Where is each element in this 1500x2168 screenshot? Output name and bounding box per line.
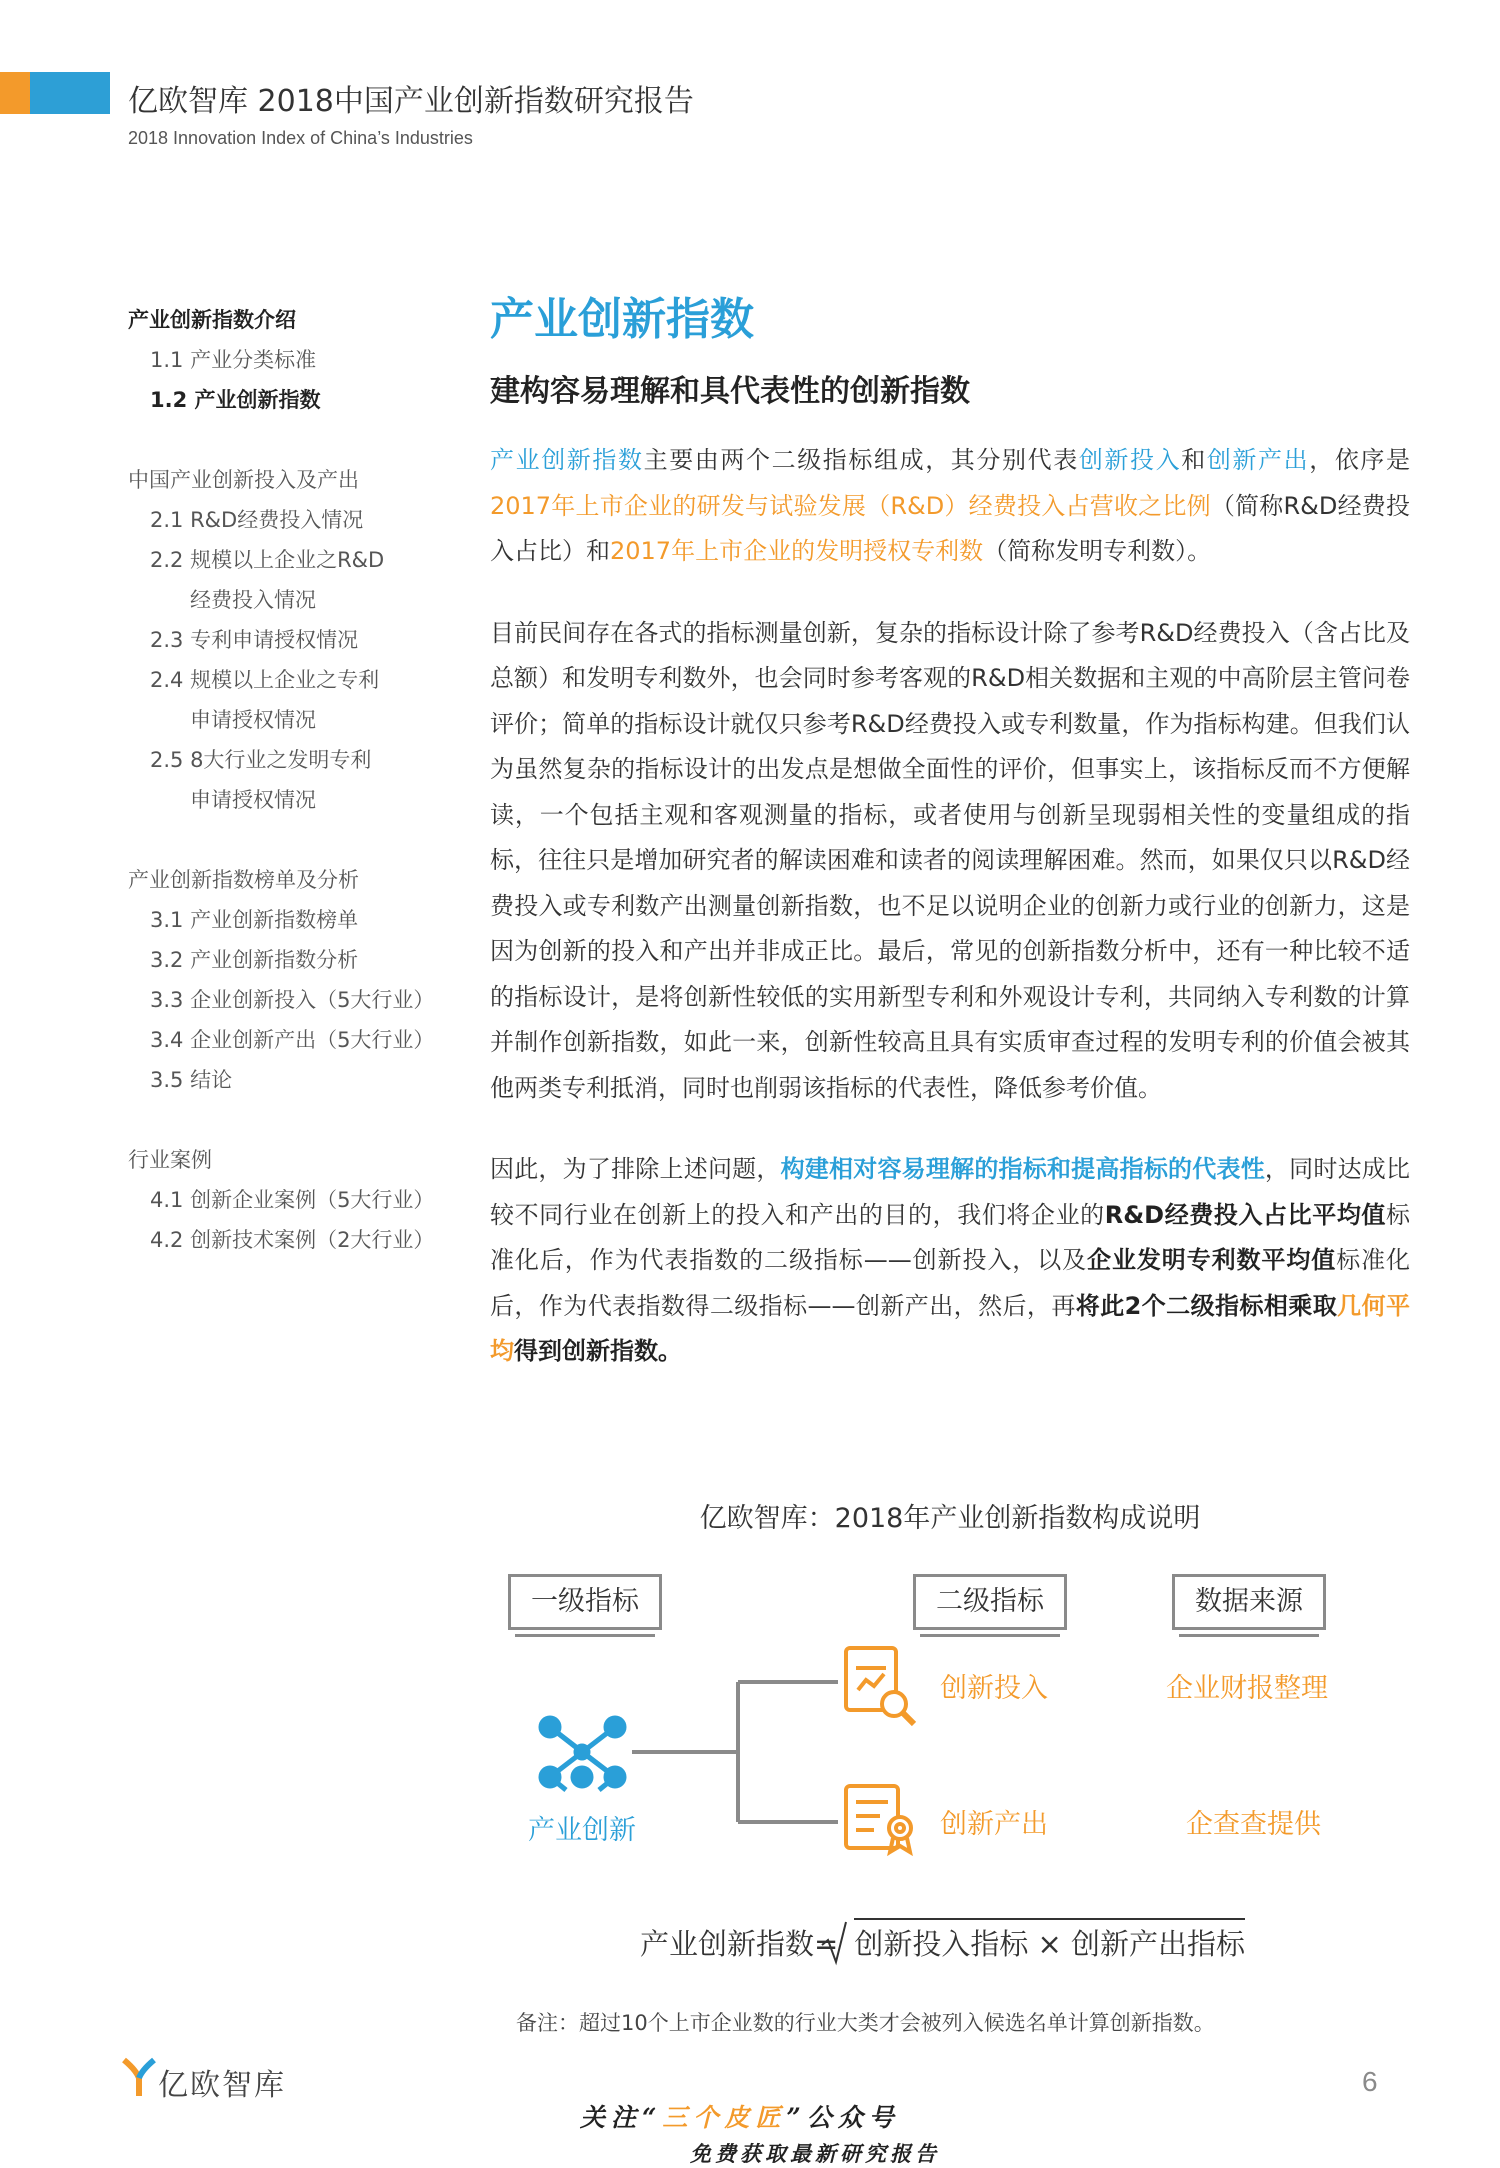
toc-item[interactable]: 4.2 创新技术案例（2大行业） — [150, 1228, 435, 1252]
source-financial-reports: 企业财报整理 — [1166, 1673, 1328, 1704]
toc-item[interactable]: 2.5 8大行业之发明专利 — [150, 748, 372, 772]
toc-item[interactable]: 3.5 结论 — [150, 1068, 233, 1092]
bold-term: 得到创新指数。 — [514, 1337, 682, 1365]
report-subtitle: 2018 Innovation Index of China’s Industries — [128, 128, 473, 148]
toc-item[interactable]: 3.1 产业创新指数榜单 — [150, 908, 359, 932]
text-run: （简称R&D经费投入占比）和 — [490, 491, 1411, 565]
toc-item-continued[interactable]: 经费投入情况 — [190, 588, 316, 612]
text-run: （简称发明专利数）。 — [983, 537, 1212, 565]
label-innovation-input: 创新投入 — [940, 1673, 1048, 1704]
toc-item[interactable]: 4.1 创新企业案例（5大行业） — [150, 1188, 435, 1212]
label-innovation-output: 创新产出 — [940, 1809, 1048, 1840]
text-run: 关注“ — [580, 2103, 663, 2132]
header-box-source: 数据来源 — [1172, 1574, 1326, 1630]
page-number: 6 — [1362, 2066, 1378, 2097]
bold-term: 企业发明专利数平均值 — [1087, 1246, 1337, 1274]
toc-item[interactable]: 1.1 产业分类标准 — [150, 348, 317, 372]
highlight-goal: 构建相对容易理解的指标和提高指标的代表性 — [780, 1155, 1265, 1183]
network-icon — [541, 1718, 624, 1790]
toc-item[interactable]: 2.1 R&D经费投入情况 — [150, 508, 364, 532]
toc-item[interactable]: 2.4 规模以上企业之专利 — [150, 668, 380, 692]
toc-section-title[interactable]: 产业创新指数榜单及分析 — [128, 868, 359, 892]
text-run: ”公众号 — [786, 2103, 900, 2132]
header-box-level2: 二级指标 — [913, 1574, 1067, 1630]
highlight-geometric-mean: 几何平均 — [490, 1291, 1411, 1365]
footer-promo-line1 — [580, 2098, 900, 2134]
toc-section-title[interactable]: 中国产业创新投入及产出 — [128, 468, 359, 492]
diagram-title: 亿欧智库：2018年产业创新指数构成说明 — [699, 1503, 1201, 1534]
footnote: 备注：超过10个上市企业数的行业大类才会被列入候选名单计算创新指数。 — [516, 2011, 1215, 2035]
toc-item[interactable]: 2.3 专利申请授权情况 — [150, 628, 359, 652]
formula-lhs: 产业创新指数= — [640, 1927, 839, 1961]
text-run: ，依序是 — [1309, 446, 1411, 474]
term-innovation-input: 创新投入 — [1078, 446, 1182, 474]
toc-section-title[interactable]: 行业案例 — [128, 1148, 212, 1172]
toc-item[interactable]: 3.3 企业创新投入（5大行业） — [150, 988, 435, 1012]
formula-rhs: 创新投入指标 × 创新产出指标 — [854, 1918, 1245, 1963]
source-qichacha: 企查查提供 — [1186, 1809, 1321, 1840]
label-industry-innovation: 产业创新 — [528, 1815, 636, 1846]
connector-lines — [632, 1682, 838, 1822]
section-subtitle: 建构容易理解和具代表性的创新指数 — [490, 374, 970, 409]
text-run: ，同时达成比较不同行业在创新上的投入和产出的目的，我们将企业的 — [490, 1155, 1411, 1229]
text-run: 主要由两个二级指标组成，其分别代表 — [643, 446, 1079, 474]
bold-term: 将此2个二级指标相乘取 — [1075, 1291, 1338, 1320]
text-run: 标准化后，作为代表指数得二级指标——创新产出，然后，再 — [490, 1246, 1411, 1320]
brand-logo-text: 亿欧智库 — [158, 2068, 286, 2103]
toc-item[interactable]: 3.2 产业创新指数分析 — [150, 948, 359, 972]
certificate-icon — [846, 1786, 911, 1852]
finance-report-icon — [846, 1648, 914, 1724]
term-rd-ratio: 2017年上市企业的研发与试验发展（R&D）经费投入占营收之比例 — [490, 491, 1211, 520]
text-run: 和 — [1181, 446, 1207, 474]
toc-section-title[interactable]: 产业创新指数介绍 — [128, 308, 296, 332]
toc-item[interactable]: 2.2 规模以上企业之R&D — [150, 548, 385, 572]
toc-item[interactable]: 3.4 企业创新产出（5大行业） — [150, 1028, 435, 1052]
index-formula — [640, 1918, 1500, 1963]
promo-account-name: 三个皮匠 — [662, 2103, 787, 2132]
toc-item-continued[interactable]: 申请授权情况 — [190, 788, 316, 812]
text-run: 标准化后，作为代表指数的二级指标——创新投入，以及 — [490, 1200, 1410, 1274]
bold-term: R&D经费投入占比平均值 — [1104, 1200, 1386, 1229]
header-box-level1: 一级指标 — [508, 1574, 662, 1630]
term-patents: 2017年上市企业的发明授权专利数 — [610, 537, 984, 565]
report-title: 亿欧智库 2018中国产业创新指数研究报告 — [128, 84, 694, 119]
term-innovation-output: 创新产出 — [1206, 446, 1310, 474]
toc-item-current[interactable]: 1.2 产业创新指数 — [150, 388, 321, 412]
brand-logo-icon — [122, 2056, 156, 2098]
term-industry-index: 产业创新指数 — [490, 446, 644, 474]
toc-item-continued[interactable]: 申请授权情况 — [190, 708, 316, 732]
body-paragraph: 目前民间存在各式的指标测量创新，复杂的指标设计除了参考R&D经费投入（含占比及总额）和发明专利数外，也会同时参考客观的R&D相关数据和主观的中高阶层主管问卷评价；简单的指标设计就仅只参考R&D经费投入或专利数量，作为指标构建。但我们认为虽然复杂的指标设计的出发点是想做全面性的评价，但事实上，该指标反而不方便解读，一个包括主观和客观测量的指标，或者使用与创新呈现弱相关性的变量组成的指标，往往只是增加研究者的解读困难和读者的阅读理解困难。然而，如果仅只以R&D经费投入或专利数产出测量创新指数，也不足以说明企业的创新力或行业的创新力，这是因为创新的投入和产出并非成正比。最后，常见的创新指数分析中，还有一种比较不适的指标设计，是将创新性较低的实用新型专利和外观设计专利，共同纳入专利数的计算并制作创新指数，如此一来，创新性较高且具有实质审查过程的发明专利的价值会被其他两类专利抵消，同时也削弱该指标的代表性，降低参考价值。 — [490, 618, 1410, 1102]
page-title: 产业创新指数 — [490, 294, 754, 345]
text-run: 因此，为了排除上述问题， — [490, 1155, 781, 1183]
footer-promo-line2: 免费获取最新研究报告 — [690, 2141, 940, 2166]
